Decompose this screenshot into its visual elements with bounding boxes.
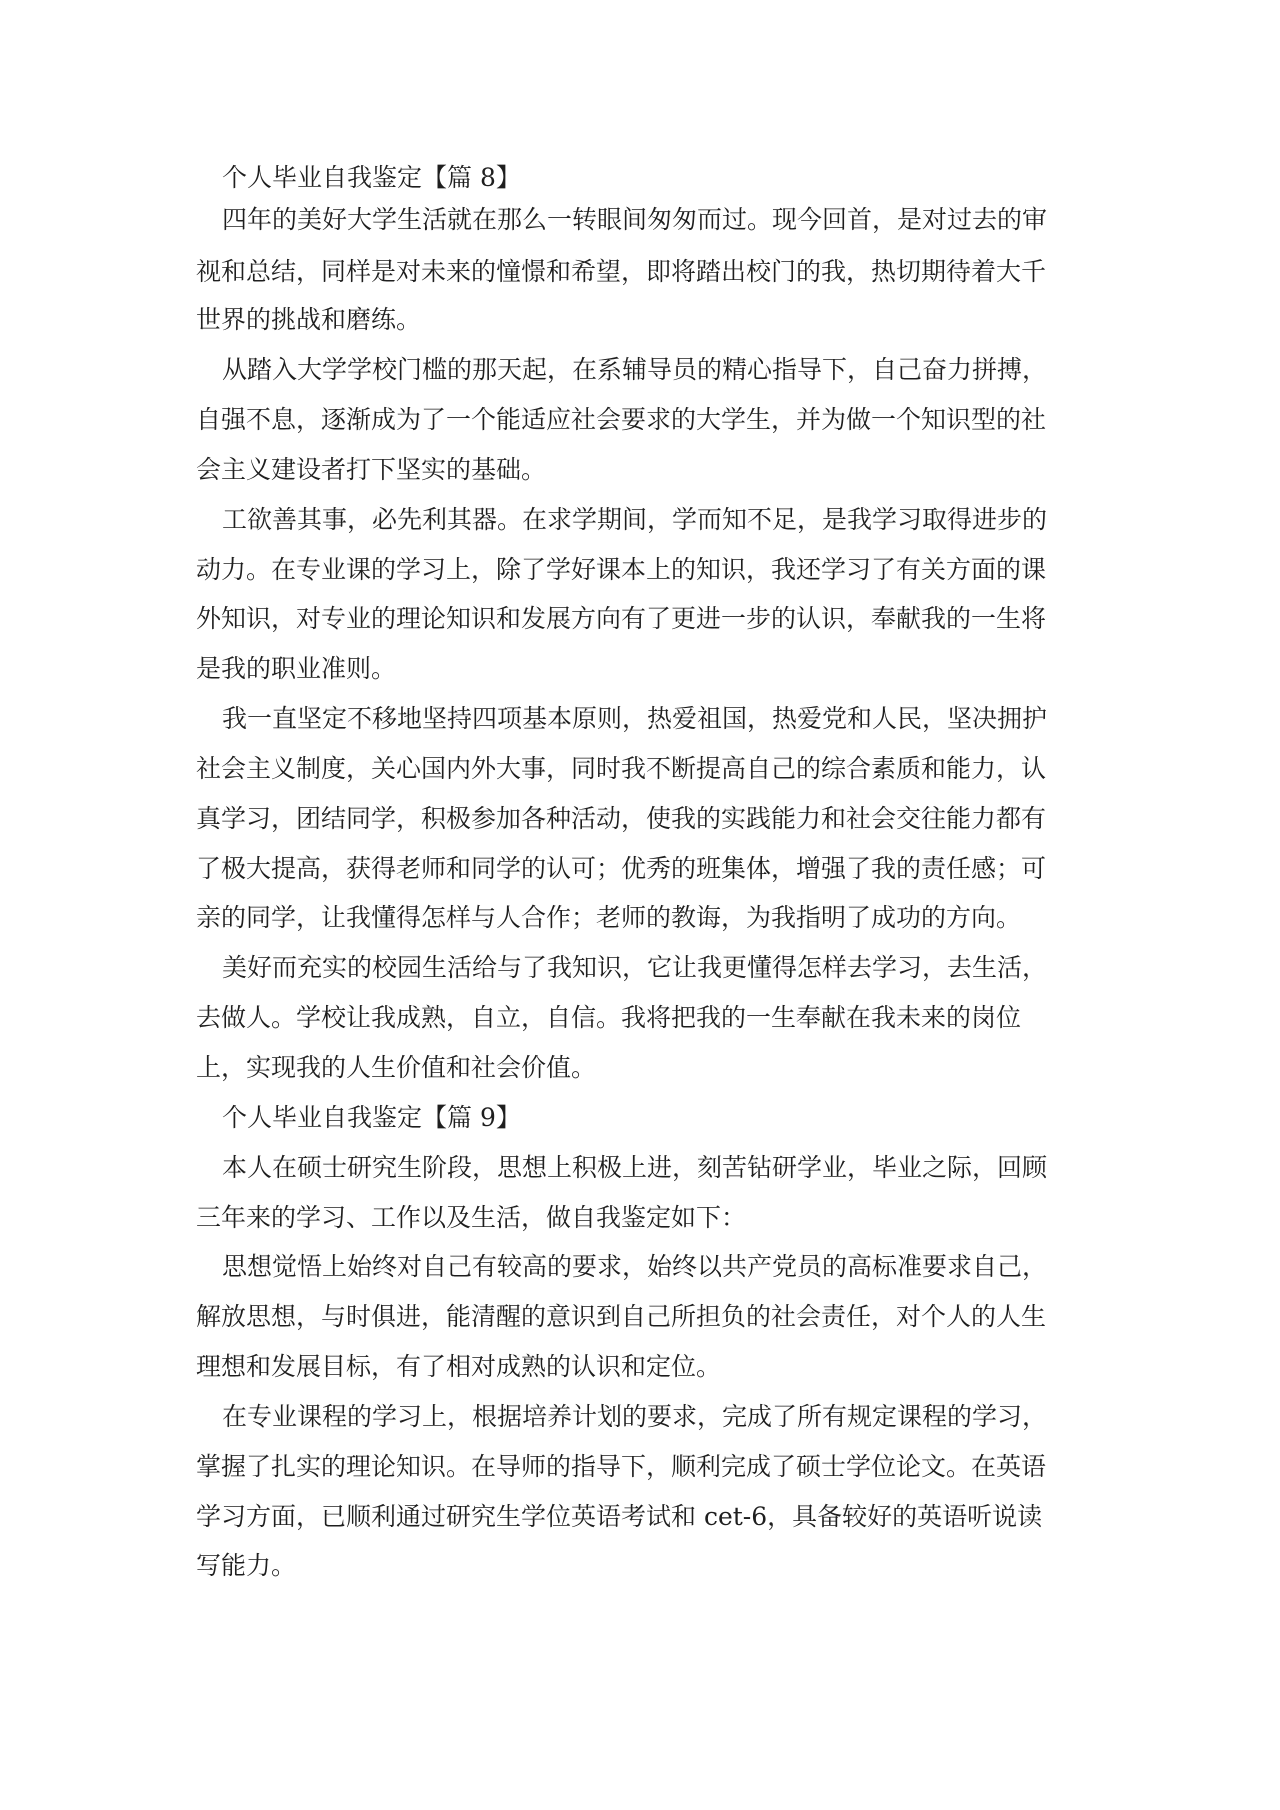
paragraph-line: 是我的职业准则。 xyxy=(196,654,397,683)
paragraph-line: 自强不息，逐渐成为了一个能适应社会要求的大学生，并为做一个知识型的社 xyxy=(196,405,1047,434)
paragraph-line: 四年的美好大学生活就在那么一转眼间匆匆而过。现今回首，是对过去的审 xyxy=(222,205,1048,234)
paragraph-line: 外知识，对专业的理论知识和发展方向有了更进一步的认识，奉献我的一生将 xyxy=(196,604,1047,633)
paragraph-line: 写能力。 xyxy=(196,1551,297,1580)
paragraph-line: 本人在硕士研究生阶段，思想上积极上进，刻苦钻研学业，毕业之际，回顾 xyxy=(222,1153,1048,1182)
section-heading: 个人毕业自我鉴定【篇 9】 xyxy=(222,1103,521,1132)
section-heading: 个人毕业自我鉴定【篇 8】 xyxy=(222,163,521,192)
paragraph-line: 去做人。学校让我成熟，自立，自信。我将把我的一生奉献在我未来的岗位 xyxy=(196,1003,1022,1032)
paragraph-line: 从踏入大学学校门槛的那天起，在系辅导员的精心指导下，自己奋力拼搏， xyxy=(222,355,1048,384)
paragraph-line: 工欲善其事，必先利其器。在求学期间，学而知不足，是我学习取得进步的 xyxy=(222,505,1048,534)
paragraph-line: 三年来的学习、工作以及生活，做自我鉴定如下： xyxy=(196,1203,747,1232)
paragraph-line: 会主义建设者打下坚实的基础。 xyxy=(196,455,547,484)
paragraph-line: 视和总结，同样是对未来的憧憬和希望，即将踏出校门的我，热切期待着大千 xyxy=(196,257,1047,286)
paragraph-line: 掌握了扎实的理论知识。在导师的指导下，顺利完成了硕士学位论文。在英语 xyxy=(196,1452,1047,1481)
paragraph-line: 美好而充实的校园生活给与了我知识，它让我更懂得怎样去学习，去生活， xyxy=(222,953,1048,982)
paragraph-line: 了极大提高，获得老师和同学的认可；优秀的班集体，增强了我的责任感；可 xyxy=(196,854,1047,883)
paragraph-line: 在专业课程的学习上，根据培养计划的要求，完成了所有规定课程的学习， xyxy=(222,1402,1048,1431)
paragraph-line: 学习方面，已顺利通过研究生学位英语考试和 cet-6，具备较好的英语听说读 xyxy=(196,1502,1043,1531)
paragraph-line: 世界的挑战和磨练。 xyxy=(196,305,422,334)
paragraph-line: 我一直坚定不移地坚持四项基本原则，热爱祖国，热爱党和人民，坚决拥护 xyxy=(222,704,1048,733)
paragraph-line: 动力。在专业课的学习上，除了学好课本上的知识，我还学习了有关方面的课 xyxy=(196,555,1047,584)
paragraph-line: 上，实现我的人生价值和社会价值。 xyxy=(196,1053,597,1082)
paragraph-line: 社会主义制度，关心国内外大事，同时我不断提高自己的综合素质和能力，认 xyxy=(196,754,1047,783)
paragraph-line: 真学习，团结同学，积极参加各种活动，使我的实践能力和社会交往能力都有 xyxy=(196,804,1047,833)
paragraph-line: 理想和发展目标，有了相对成熟的认识和定位。 xyxy=(196,1352,722,1381)
paragraph-line: 解放思想，与时俱进，能清醒的意识到自己所担负的社会责任，对个人的人生 xyxy=(196,1302,1047,1331)
paragraph-line: 思想觉悟上始终对自己有较高的要求，始终以共产党员的高标准要求自己， xyxy=(222,1252,1048,1281)
paragraph-line: 亲的同学，让我懂得怎样与人合作；老师的教诲，为我指明了成功的方向。 xyxy=(196,903,1022,932)
